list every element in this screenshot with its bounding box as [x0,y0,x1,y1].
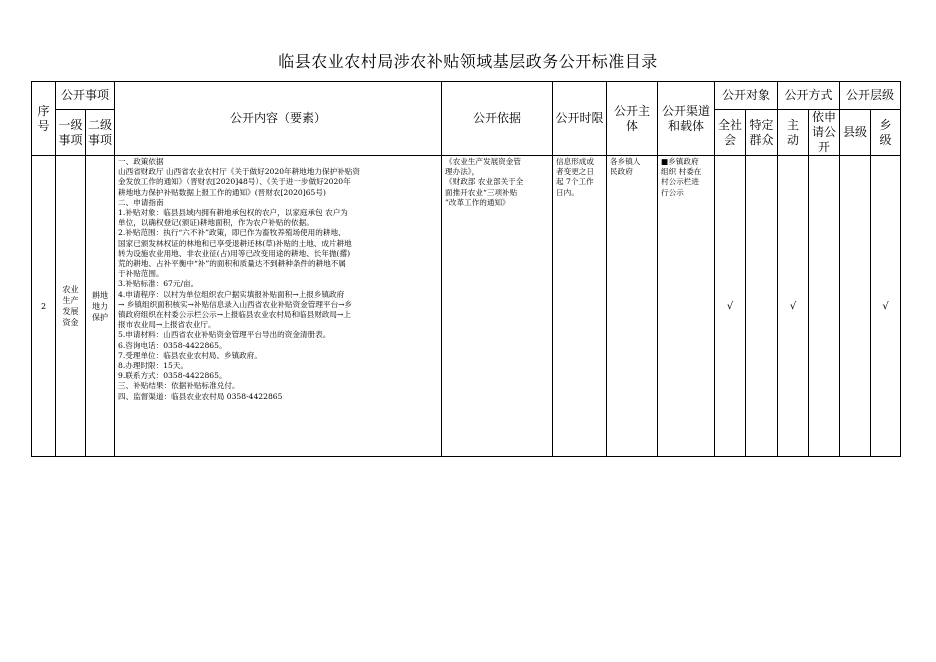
row-level-town-check: √ [871,156,901,457]
row-time-limit: 信息形成或 者变更之日 起 7个工作 日内。 [553,156,607,457]
header-content: 公开内容（要素） [115,82,442,156]
header-method: 公开方式 [778,82,840,110]
header-method-request: 依申 请公 开 [809,110,840,156]
row-level1: 农业 生产 发展 资金 [56,156,86,457]
row-seq: 2 [32,156,56,457]
page-title: 临县农业农村局涉农补贴领域基层政务公开标准目录 [278,52,658,71]
row-level-county-check [840,156,871,457]
header-channel: 公开渠道 和载体 [658,82,715,156]
header-row-1 [32,82,901,110]
header-target: 公开对象 [715,82,778,110]
header-public-item: 公开事项 [56,82,115,110]
header-level-county: 县级 [840,110,871,156]
row-method-request-check [809,156,840,457]
header-level: 公开层级 [840,82,901,110]
header-subject: 公开主 体 [607,82,658,156]
table-row [32,156,901,457]
header-time-limit: 公开时限 [553,82,607,156]
row-level2: 耕地 地力 保护 [86,156,115,457]
header-level1: 一级 事项 [56,110,86,156]
header-target-specific: 特定 群众 [746,110,778,156]
header-level2: 二级 事项 [86,110,115,156]
row-target-all-check: √ [715,156,746,457]
row-channel: ■乡镇政府 组织 村委在 村公示栏进 行公示 [658,156,715,457]
disclosure-table [31,81,901,457]
row-target-specific-check [746,156,778,457]
row-subject: 各乡镇人 民政府 [607,156,658,457]
header-method-active: 主 动 [778,110,809,156]
header-seq: 序 号 [32,82,56,156]
row-content: 一、政策依据 山西省财政厅 山西省农业农村厅《关于做好2020年耕地地力保护补贴资 金发放工作的通知》（晋财农[2020]48号）、《关于进一步做好2020年 耕地地力保护补贴数据上报工作的通知》(晋财农[2020]65号) 二、申请指南 1.补贴对象：临县县域内拥有耕地承包权的农户，以家庭承包 农户为 单位，以确权登记(颁证)耕地面积，作为农户补贴的依据。 2.补贴范围：执行“六不补”政策，即已作为畜牧养殖场使用的耕地、 国家已颁发林权证的林地和已享受退耕还林(草)补贴的土地、成片耕地 转为设施农业用地、非农业征(占)用等已改变用途的耕地、长年抛(撂) 荒的耕地、占补平衡中“补”的面积和质量达不到耕种条件的耕地不属 于补贴范围。 3.补贴标准：67元/亩。 4.申请程序：以村为单位组织农户据实填报补贴面积→上报乡镇政府 → 乡镇组织面积核实→补贴信息录入山西省农业补贴资金管理平台→乡 镇政府组织在村委公示栏公示→上报临县农业农村局和临县财政局→上 报市农业局→上报省农业厅。 5.申请材料：山西省农业补贴资金管理平台导出的资金清册表。 6.咨询电话：0358-4422865。 7.受理单位：临县农业农村局、乡镇政府。 8.办理时限：15天。 9.联系方式：0358-4422865。 三、补贴结果：依据补贴标准兑付。 四、监督渠道：临县农业农村局 0358-4422865 [115,156,442,457]
row-basis: 《农业生产发展资金管 理办法》， 《财政部 农业部关于全 面推开农业“三项补贴 ”改革工作的通知》 [442,156,553,457]
header-target-all: 全社 会 [715,110,746,156]
header-basis: 公开依据 [442,82,553,156]
header-level-town: 乡 级 [871,110,901,156]
row-method-active-check: √ [778,156,809,457]
